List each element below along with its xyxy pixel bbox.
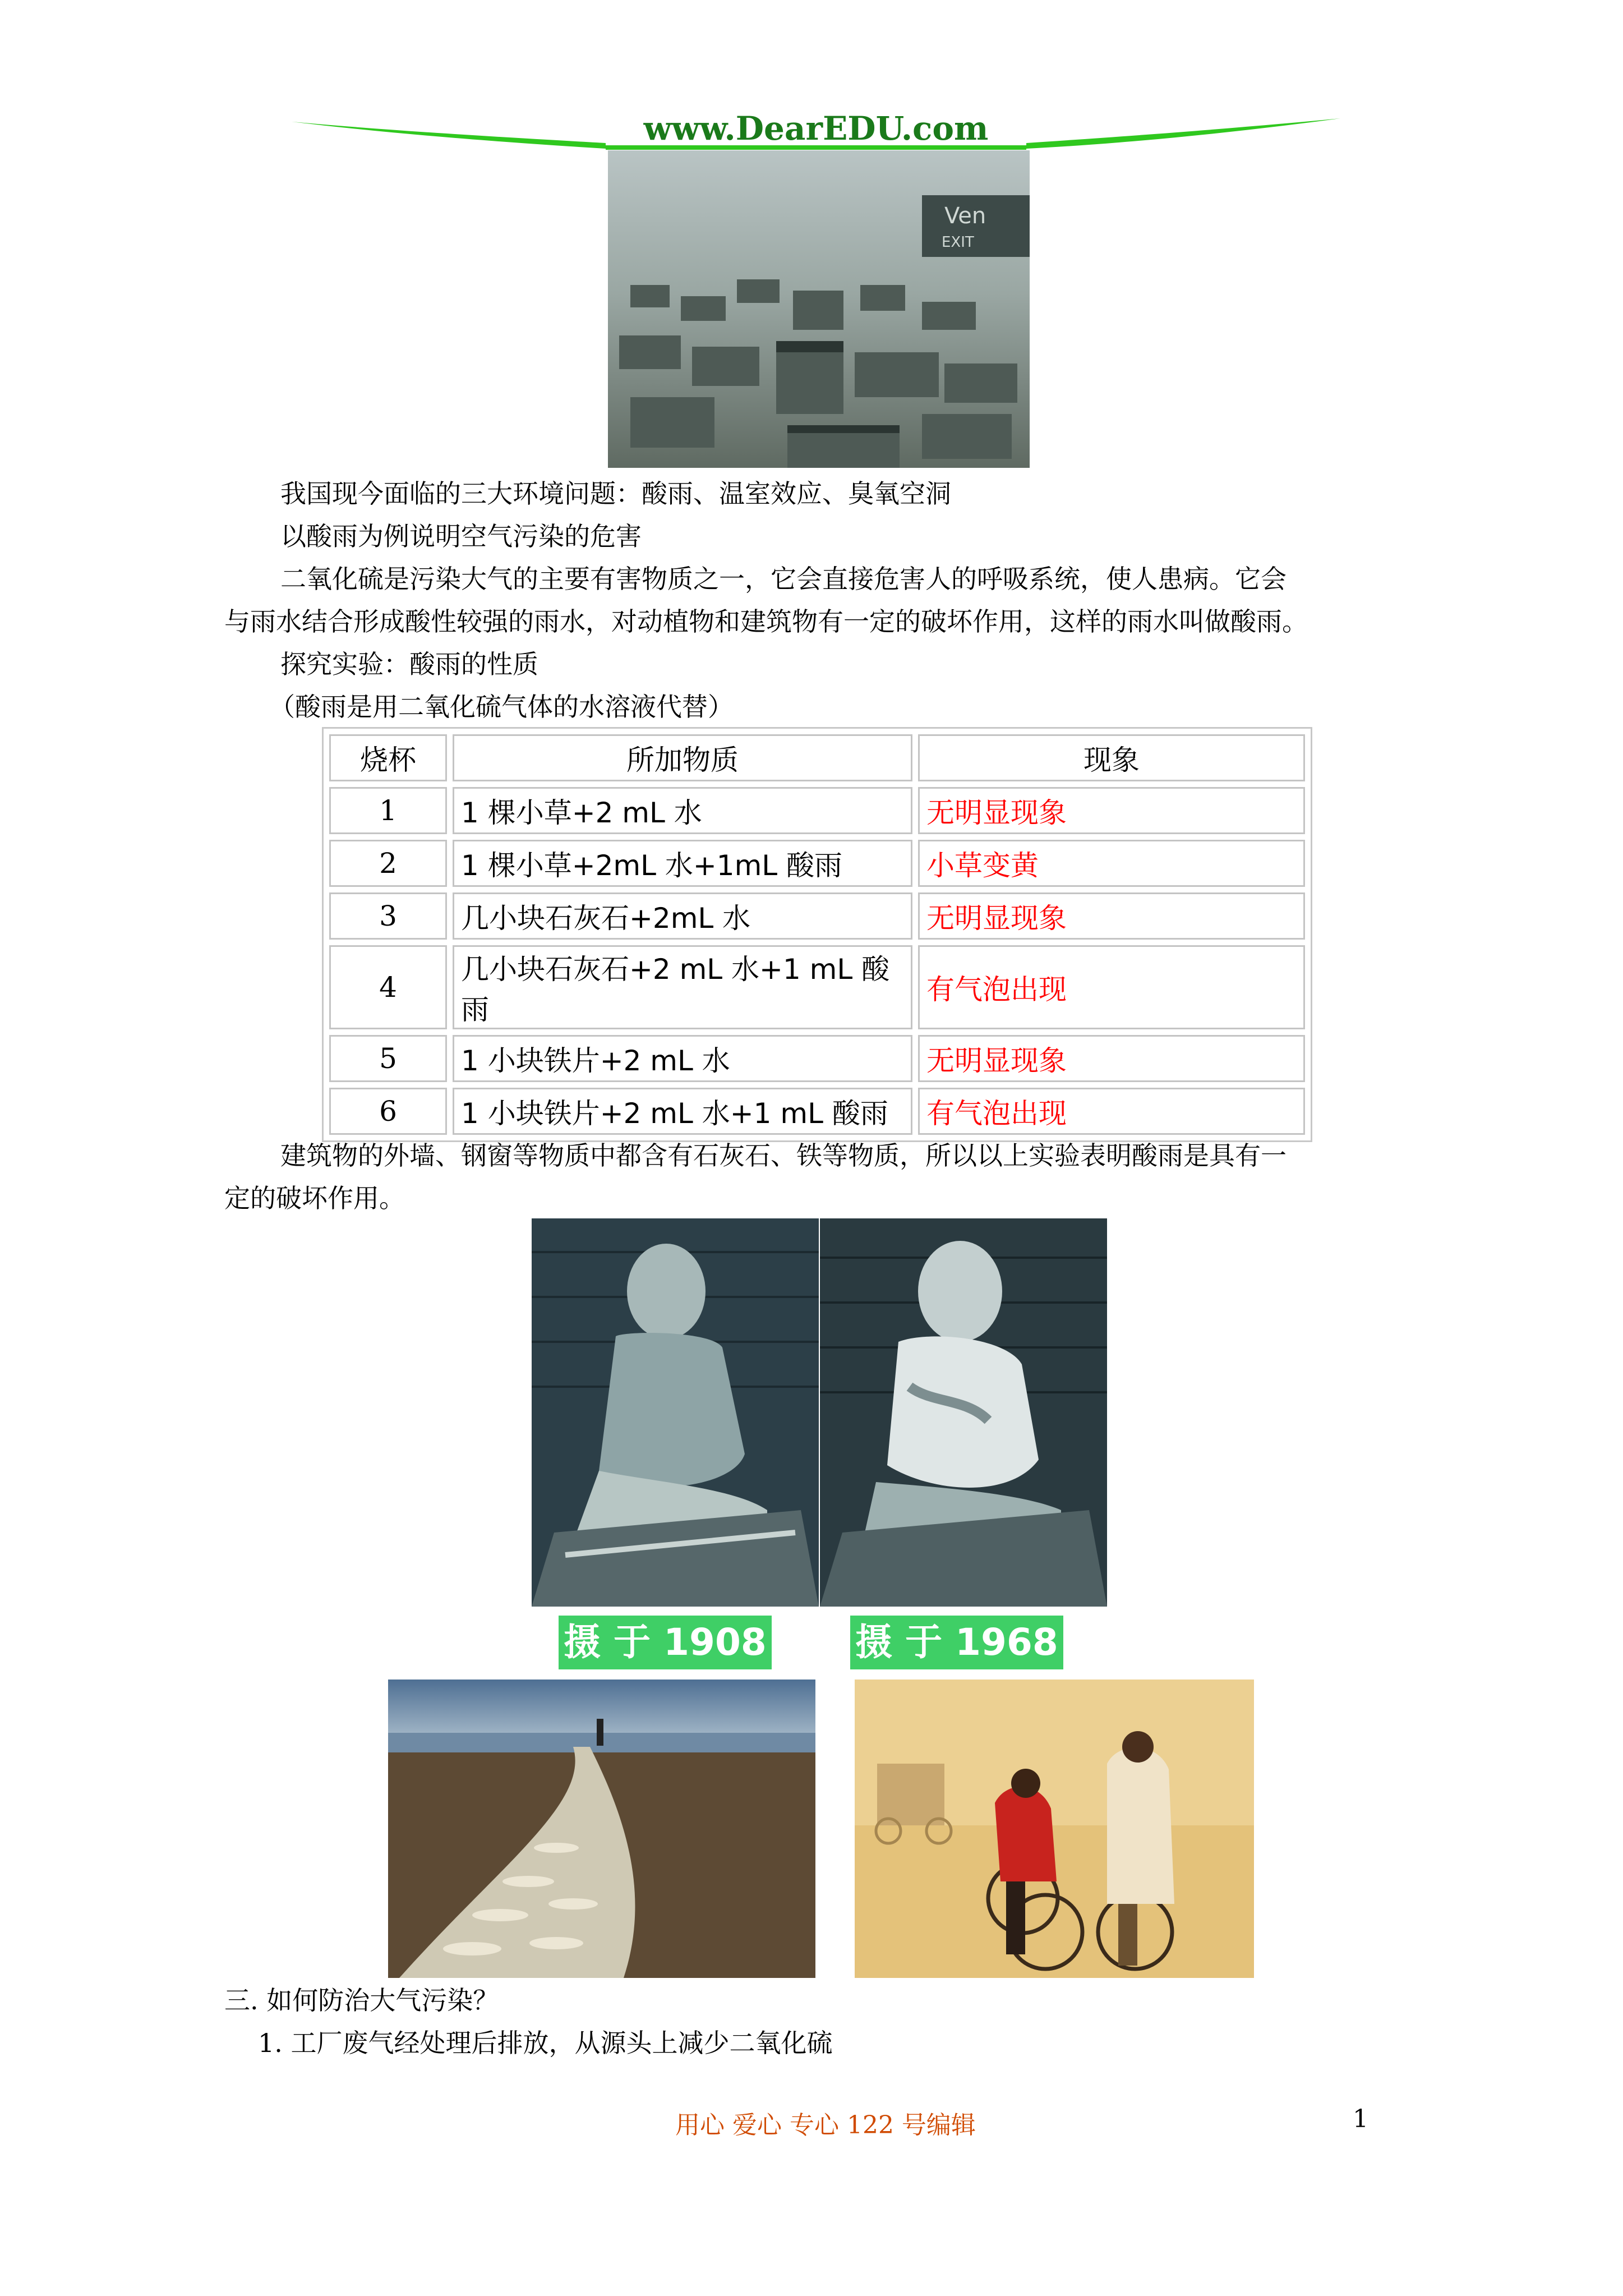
- paragraph-so2-line2: 与雨水结合形成酸性较强的雨水，对动植物和建筑物有一定的破坏作用，这样的雨水叫做酸雨。: [224, 606, 1308, 637]
- table-cell-num: 2: [329, 840, 447, 887]
- table-cell-num: 6: [329, 1088, 447, 1135]
- paragraph-so2-line1: 二氧化硫是污染大气的主要有害物质之一，它会直接危害人的呼吸系统，使人患病。它会: [280, 564, 1287, 594]
- table-cell-result: 有气泡出现: [918, 1088, 1305, 1135]
- svg-text:Ven: Ven: [944, 203, 986, 229]
- table-row: [329, 1088, 1305, 1135]
- footer-editor-note: 用心 爱心 专心 122 号编辑: [675, 2111, 976, 2139]
- paragraph-experiment-note: （酸雨是用二氧化硫气体的水溶液代替）: [269, 692, 734, 722]
- table-cell-num: 4: [329, 945, 447, 1029]
- table-cell-substance: 几小块石灰石+2mL 水: [453, 892, 912, 940]
- paragraph-conclusion-line1: 建筑物的外墙、钢窗等物质中都含有石灰石、铁等物质，所以以上实验表明酸雨是具有一: [280, 1140, 1287, 1171]
- table-row: [329, 945, 1305, 1029]
- smog-traffic-photo: [608, 150, 1030, 468]
- table-row: [329, 892, 1305, 940]
- table-row: [329, 787, 1305, 834]
- list-item-factory-waste-gas: 1. 工厂废气经处理后排放，从源头上减少二氧化硫: [258, 2028, 833, 2058]
- table-cell-result: 无明显现象: [918, 787, 1305, 834]
- table-header-beaker: 烧杯: [329, 734, 447, 781]
- sandstorm-cyclists-photo: [855, 1680, 1254, 1978]
- caption-1968: 摄 于 1968: [850, 1616, 1063, 1669]
- table-cell-result: 小草变黄: [918, 840, 1305, 887]
- table-cell-substance: 1 棵小草+2 mL 水: [453, 787, 912, 834]
- table-cell-substance: 1 棵小草+2mL 水+1mL 酸雨: [453, 840, 912, 887]
- table-cell-num: 3: [329, 892, 447, 940]
- section-heading-prevention: 三. 如何防治大气污染？: [224, 1985, 499, 2016]
- table-row: [329, 1035, 1305, 1082]
- table-cell-result: 无明显现象: [918, 892, 1305, 940]
- svg-text:EXIT: EXIT: [942, 234, 974, 251]
- paragraph-acid-rain-example: 以酸雨为例说明空气污染的危害: [280, 521, 642, 551]
- table-cell-result: 无明显现象: [918, 1035, 1305, 1082]
- dead-fish-shore-photo: [388, 1680, 815, 1978]
- table-cell-substance: 几小块石灰石+2 mL 水+1 mL 酸雨: [453, 945, 912, 1029]
- paragraph-experiment-title: 探究实验：酸雨的性质: [280, 649, 538, 679]
- statue-1968-photo: [820, 1218, 1107, 1607]
- paragraph-conclusion-line2: 定的破坏作用。: [224, 1183, 405, 1213]
- acid-rain-experiment-table: [322, 727, 1312, 1142]
- table-header-phenomenon: 现象: [918, 734, 1305, 781]
- table-cell-result: 有气泡出现: [918, 945, 1305, 1029]
- logo-text[interactable]: www.DearEDU.com: [643, 109, 989, 148]
- table-cell-num: 1: [329, 787, 447, 834]
- page-number: 1: [1353, 2105, 1368, 2133]
- table-row: [329, 840, 1305, 887]
- table-header-substance: 所加物质: [453, 734, 912, 781]
- statue-1908-photo: [532, 1218, 819, 1607]
- table-cell-substance: 1 小块铁片+2 mL 水: [453, 1035, 912, 1082]
- table-header-row: [329, 734, 1305, 781]
- table-cell-substance: 1 小块铁片+2 mL 水+1 mL 酸雨: [453, 1088, 912, 1135]
- caption-1908: 摄 于 1908: [559, 1616, 772, 1669]
- paragraph-three-problems: 我国现今面临的三大环境问题：酸雨、温室效应、臭氧空洞: [280, 478, 951, 509]
- table-cell-num: 5: [329, 1035, 447, 1082]
